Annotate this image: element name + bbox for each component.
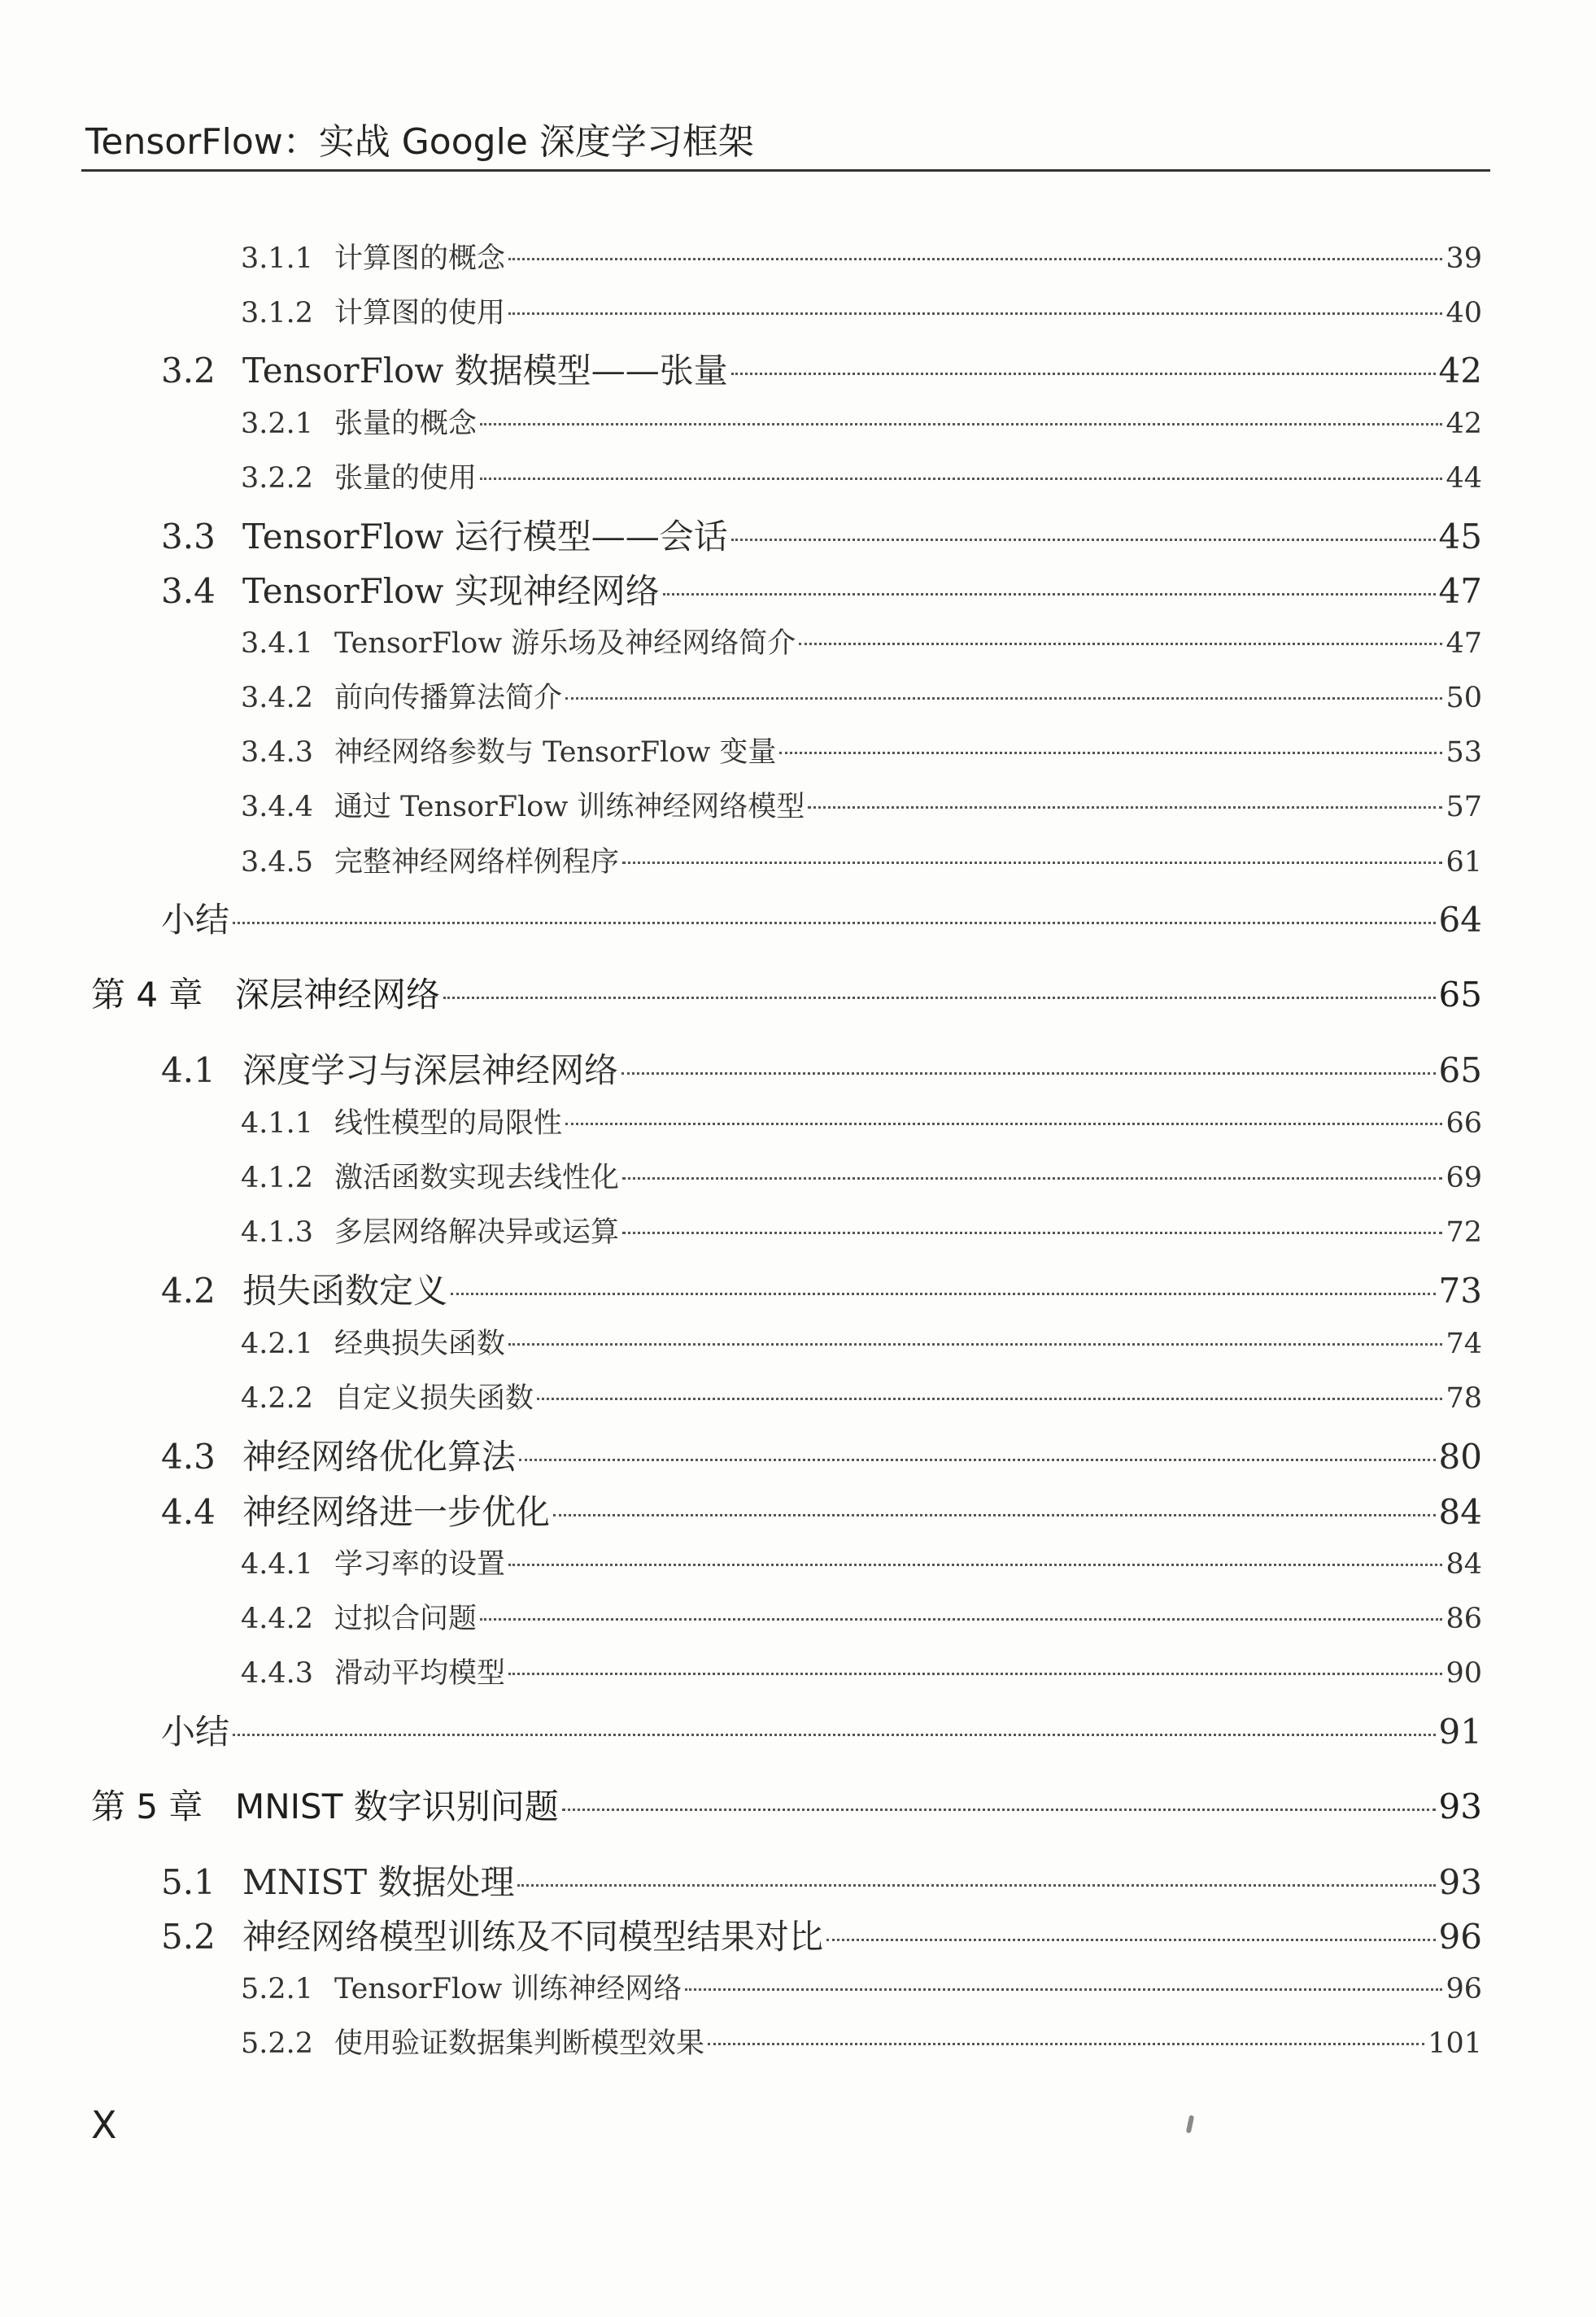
toc-entry[interactable] [91,1780,1482,1829]
toc-entry[interactable] [241,730,1482,770]
toc-entry-title: TensorFlow 实现神经网络 [242,571,660,611]
toc-entry-number: 4.2.2 [241,1382,314,1415]
toc-entry-number: 3.4.3 [241,736,314,769]
toc-entry-page: 45 [1438,517,1482,556]
toc-entry-title: 学习率的设置 [334,1548,506,1581]
dot-leader [553,1514,1436,1516]
toc-entry-number: 3.4.2 [241,682,314,714]
toc-entry[interactable] [241,1101,1482,1141]
toc-entry-number: 4.2 [161,1271,216,1311]
toc-entry-title: 神经网络参数与 TensorFlow 变量 [334,736,777,769]
toc-entry-page: 39 [1446,242,1482,275]
toc-entry-page: 78 [1446,1382,1482,1415]
toc-entry-page: 96 [1446,1973,1482,2005]
toc-entry-number: 5.2 [161,1917,216,1957]
toc-entry-page: 96 [1438,1917,1482,1957]
toc-entry-page: 72 [1446,1216,1482,1249]
dot-leader [508,1564,1442,1566]
toc-entry-number: 4.4 [161,1492,216,1532]
toc-entry-page: 40 [1446,297,1482,329]
dot-leader [508,258,1442,260]
toc-entry[interactable] [241,1376,1482,1416]
toc-entry-number: 4.1 [161,1050,216,1090]
dot-leader [443,997,1436,999]
toc-entry-number: 3.3 [161,517,216,556]
dot-leader [508,1673,1442,1675]
dot-leader [731,539,1436,541]
dot-leader [508,1343,1442,1346]
toc-entry[interactable] [241,621,1482,661]
dot-leader [517,1884,1435,1887]
toc-entry-page: 64 [1438,900,1482,940]
toc-entry[interactable] [241,1210,1482,1250]
toc-entry-page: 93 [1438,1862,1482,1902]
toc-entry-number: 5.2.1 [241,1973,314,2005]
toc-entry[interactable] [241,784,1482,825]
toc-entry-page: 42 [1446,408,1482,440]
toc-entry-page: 66 [1446,1107,1482,1140]
toc-entry-page: 69 [1446,1162,1482,1194]
toc-entry[interactable] [161,510,1482,559]
toc-entry-page: 84 [1438,1492,1482,1532]
toc-entry-page: 61 [1446,846,1482,879]
dot-leader [451,1293,1436,1295]
toc-entry[interactable] [241,1542,1482,1582]
toc-entry[interactable] [91,968,1482,1017]
toc-entry-title: MNIST 数据处理 [242,1862,515,1902]
toc-entry[interactable] [161,1430,1482,1479]
toc-entry-number: 3.1.1 [241,242,314,275]
toc-entry-page: 86 [1446,1603,1482,1635]
toc-entry-page: 74 [1446,1328,1482,1360]
dot-leader [519,1459,1436,1461]
toc-entry[interactable] [241,840,1482,880]
toc-entry[interactable] [241,1966,1482,2007]
dot-leader [508,312,1442,315]
toc-entry-title: 完整神经网络样例程序 [334,846,620,879]
toc-entry-number: 4.4.3 [241,1657,314,1690]
toc-entry-title: 前向传播算法简介 [334,682,563,714]
toc-entry-number: 3.4.4 [241,791,314,823]
dot-leader [233,1734,1436,1736]
toc-entry-number: 3.2.1 [241,408,314,440]
dot-leader [622,862,1442,864]
toc-entry-page: 44 [1446,462,1482,495]
toc-entry-title: 深度学习与深层神经网络 [242,1050,619,1090]
dot-leader [622,1177,1442,1180]
toc-entry-title: 滑动平均模型 [334,1657,506,1690]
toc-entry-page: 90 [1446,1657,1482,1690]
dot-leader [480,1618,1442,1621]
dot-leader [537,1398,1442,1400]
toc-entry[interactable] [161,1264,1482,1313]
toc-entry[interactable] [161,1044,1482,1093]
toc-entry[interactable] [241,1596,1482,1637]
toc-entry[interactable] [241,675,1482,716]
toc-entry-number: 4.2.1 [241,1328,314,1360]
toc-entry-page: 47 [1438,571,1482,611]
toc-entry-title: 多层网络解决异或运算 [334,1216,620,1249]
toc-entry[interactable] [241,456,1482,496]
running-header-title: TensorFlow：实战 Google 深度学习框架 [85,121,754,163]
toc-entry[interactable] [161,565,1482,613]
toc-entry-number: 3.1.2 [241,297,314,329]
toc-entry-title: 使用验证数据集判断模型效果 [334,2027,705,2060]
toc-entry[interactable] [241,290,1482,331]
toc-entry[interactable] [241,236,1482,277]
toc-entry[interactable] [161,1486,1482,1534]
dot-leader [480,423,1442,425]
toc-entry-title: 计算图的概念 [334,242,506,275]
toc-entry-number: 4.1.2 [241,1162,314,1194]
toc-entry[interactable] [161,1856,1482,1905]
toc-entry[interactable] [241,2021,1482,2062]
toc-entry-title: 小结 [161,1712,230,1752]
dot-leader [708,2043,1424,2045]
toc-entry-number: 5.2.2 [241,2027,314,2060]
toc-entry-title: TensorFlow 训练神经网络 [334,1973,682,2005]
header-rule [81,169,1490,172]
toc-entry-number: 4.4.2 [241,1603,314,1635]
toc-entry-page: 84 [1446,1548,1482,1581]
toc-entry-number: 4.1.1 [241,1107,314,1140]
toc-entry-title: 神经网络优化算法 [242,1437,517,1477]
scan-speck [1186,2115,1194,2134]
toc-entry-page: 80 [1438,1437,1482,1477]
toc-entry[interactable] [161,893,1482,942]
toc-entry-page: 93 [1438,1787,1482,1826]
toc-entry-title: 小结 [161,900,230,940]
toc-entry-number: 第 5 章 [91,1787,203,1826]
dot-leader [808,806,1442,809]
dot-leader [562,1809,1436,1811]
toc-entry-title: 张量的概念 [334,408,477,440]
toc-entry-title: 神经网络进一步优化 [242,1492,551,1532]
toc-entry-number: 4.1.3 [241,1216,314,1249]
toc-entry-page: 47 [1446,627,1482,660]
toc-entry-number: 3.4 [161,571,216,611]
toc-entry-page: 53 [1446,736,1482,769]
toc-entry-number: 3.4.5 [241,846,314,879]
toc-entry-title: 激活函数实现去线性化 [334,1162,620,1194]
toc-entry-title: 神经网络模型训练及不同模型结果对比 [242,1917,824,1957]
page-number-roman: X [91,2103,117,2147]
toc-entry-title: 计算图的使用 [334,297,506,329]
toc-entry-number: 第 4 章 [91,975,203,1015]
dot-leader [622,1232,1442,1234]
toc-entry-number: 4.3 [161,1437,216,1477]
toc-entry-title: 线性模型的局限性 [334,1107,563,1140]
toc-entry-title: 张量的使用 [334,462,477,495]
toc-entry[interactable] [161,344,1482,393]
toc-entry-number: 3.4.1 [241,627,314,660]
dot-leader [565,1123,1442,1125]
toc-entry-title: 过拟合问题 [334,1603,477,1635]
dot-leader [480,478,1442,480]
dot-leader [685,1988,1442,1991]
toc-entry-title: TensorFlow 数据模型——张量 [242,351,728,391]
dot-leader [663,593,1436,596]
toc-entry-page: 42 [1438,351,1482,391]
dot-leader [731,373,1436,375]
dot-leader [799,643,1442,645]
dot-leader [826,1939,1436,1941]
toc-entry-number: 3.2 [161,351,216,391]
toc-entry[interactable] [241,401,1482,442]
toc-entry[interactable] [241,1155,1482,1196]
toc-entry-page: 101 [1428,2027,1482,2060]
toc-entry-page: 65 [1438,1050,1482,1090]
toc-entry-number: 4.4.1 [241,1548,314,1581]
toc-entry-page: 73 [1438,1271,1482,1311]
toc-entry-title: 深层神经网络 [235,975,441,1015]
toc-entry[interactable] [241,1321,1482,1362]
toc-entry-title: 自定义损失函数 [334,1382,534,1415]
toc-entry-page: 91 [1438,1712,1482,1752]
toc-entry-title: TensorFlow 运行模型——会话 [242,517,728,556]
toc-entry-page: 50 [1446,682,1482,714]
toc-entry-title: 损失函数定义 [242,1271,448,1311]
dot-leader [233,922,1436,924]
toc-entry-title: 经典损失函数 [334,1328,506,1360]
toc-entry-number: 3.2.2 [241,462,314,495]
dot-leader [621,1072,1436,1075]
toc-entry-title: TensorFlow 游乐场及神经网络简介 [334,627,796,660]
toc-entry[interactable] [161,1705,1482,1754]
toc-entry-page: 65 [1438,975,1482,1015]
toc-entry[interactable] [241,1651,1482,1691]
dot-leader [565,697,1442,700]
dot-leader [779,752,1442,754]
toc-entry-title: MNIST 数字识别问题 [235,1787,559,1826]
toc-entry-page: 57 [1446,791,1482,823]
toc-entry[interactable] [161,1910,1482,1959]
toc-entry-title: 通过 TensorFlow 训练神经网络模型 [334,791,805,823]
toc-entry-number: 5.1 [161,1862,216,1902]
